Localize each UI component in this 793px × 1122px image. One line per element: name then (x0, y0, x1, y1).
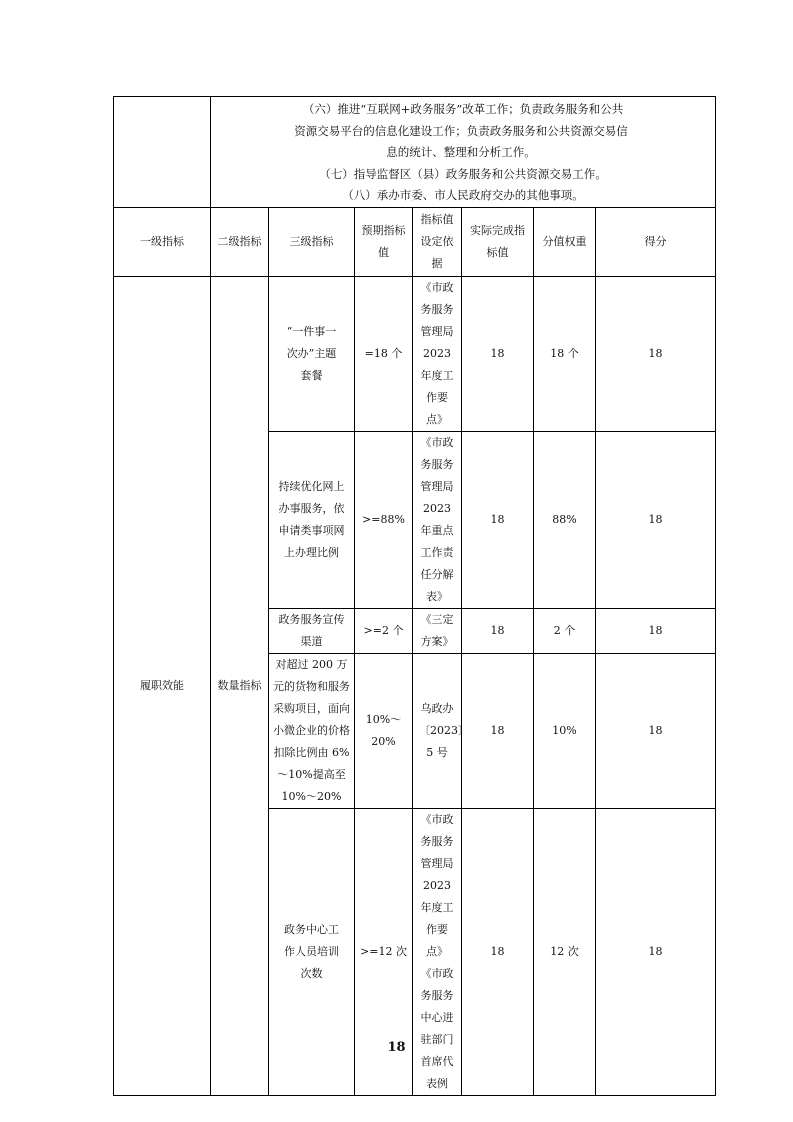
indicator-cell: “一件事一次办”主题套餐 (269, 276, 355, 431)
basis-cell: 《三定方案》 (413, 608, 462, 653)
header-level1: 一级指标 (114, 207, 211, 276)
header-actual: 实际完成指标值 (462, 207, 534, 276)
basis-cell: 《市政务服务管理局2023年度工作要点》《市政务服务中心进驻部门首席代表例 (413, 808, 462, 1095)
header-basis: 指标值设定依据 (413, 207, 462, 276)
basis-cell: 《市政务服务管理局2023年度工作要点》 (413, 276, 462, 431)
weight-cell: 88% (534, 431, 596, 608)
duties-line: （七）指导监督区（县）政务服务和公共资源交易工作。 (319, 166, 607, 181)
weight-cell: 2 个 (534, 608, 596, 653)
weight-cell: 18 个 (534, 276, 596, 431)
header-expected: 预期指标值 (355, 207, 413, 276)
duties-line: 资源交易平台的信息化建设工作；负责政务服务和公共资源交易信 (294, 123, 628, 138)
header-level3: 三级指标 (269, 207, 355, 276)
basis-cell: 《市政务服务管理局2023年重点工作责任分解表》 (413, 431, 462, 608)
expected-value-cell: =18 个 (355, 276, 413, 431)
score-cell: 18 (596, 431, 716, 608)
table-row (114, 276, 716, 431)
indicator-cell: 持续优化网上办事服务，依申请类事项网上办理比例 (269, 431, 355, 608)
intro-spacer-cell (114, 97, 211, 208)
level2-indicator-cell: 数量指标 (211, 276, 269, 1095)
basis-cell: 乌政办〔2023〕5 号 (413, 653, 462, 808)
weight-cell: 10% (534, 653, 596, 808)
page-number: 18 (387, 1040, 406, 1055)
duties-line: 息的统计、整理和分析工作。 (386, 145, 536, 159)
header-level2: 二级指标 (211, 207, 269, 276)
expected-value-cell: 10%～20% (355, 653, 413, 808)
header-row (114, 207, 716, 276)
duties-line: （八）承办市委、市人民政府交办的其他事项。 (342, 188, 584, 202)
indicator-cell: 政务服务宣传渠道 (269, 608, 355, 653)
score-cell: 18 (596, 808, 716, 1095)
header-score: 得分 (596, 207, 716, 276)
score-cell: 18 (596, 653, 716, 808)
expected-value-cell: >=88% (355, 431, 413, 608)
score-cell: 18 (596, 276, 716, 431)
indicator-cell: 政务中心工作人员培训次数 (269, 808, 355, 1095)
level1-indicator-cell: 履职效能 (114, 276, 211, 1095)
actual-value-cell: 18 (462, 431, 534, 608)
indicator-cell: 对超过 200 万元的货物和服务采购项目，面向小微企业的价格扣除比例由 6%～10%提高至 10%～20% (269, 653, 355, 808)
actual-value-cell: 18 (462, 276, 534, 431)
actual-value-cell: 18 (462, 653, 534, 808)
duties-text-cell (211, 97, 716, 208)
intro-row (114, 97, 716, 208)
actual-value-cell: 18 (462, 808, 534, 1095)
expected-value-cell: >=12 次 (355, 808, 413, 1095)
actual-value-cell: 18 (462, 608, 534, 653)
expected-value-cell: >=2 个 (355, 608, 413, 653)
header-weight: 分值权重 (534, 207, 596, 276)
score-cell: 18 (596, 608, 716, 653)
duties-line: （六）推进“互联网+政务服务”改革工作；负责政务服务和公共 (302, 102, 624, 116)
weight-cell: 12 次 (534, 808, 596, 1095)
performance-indicator-table (113, 96, 716, 1096)
